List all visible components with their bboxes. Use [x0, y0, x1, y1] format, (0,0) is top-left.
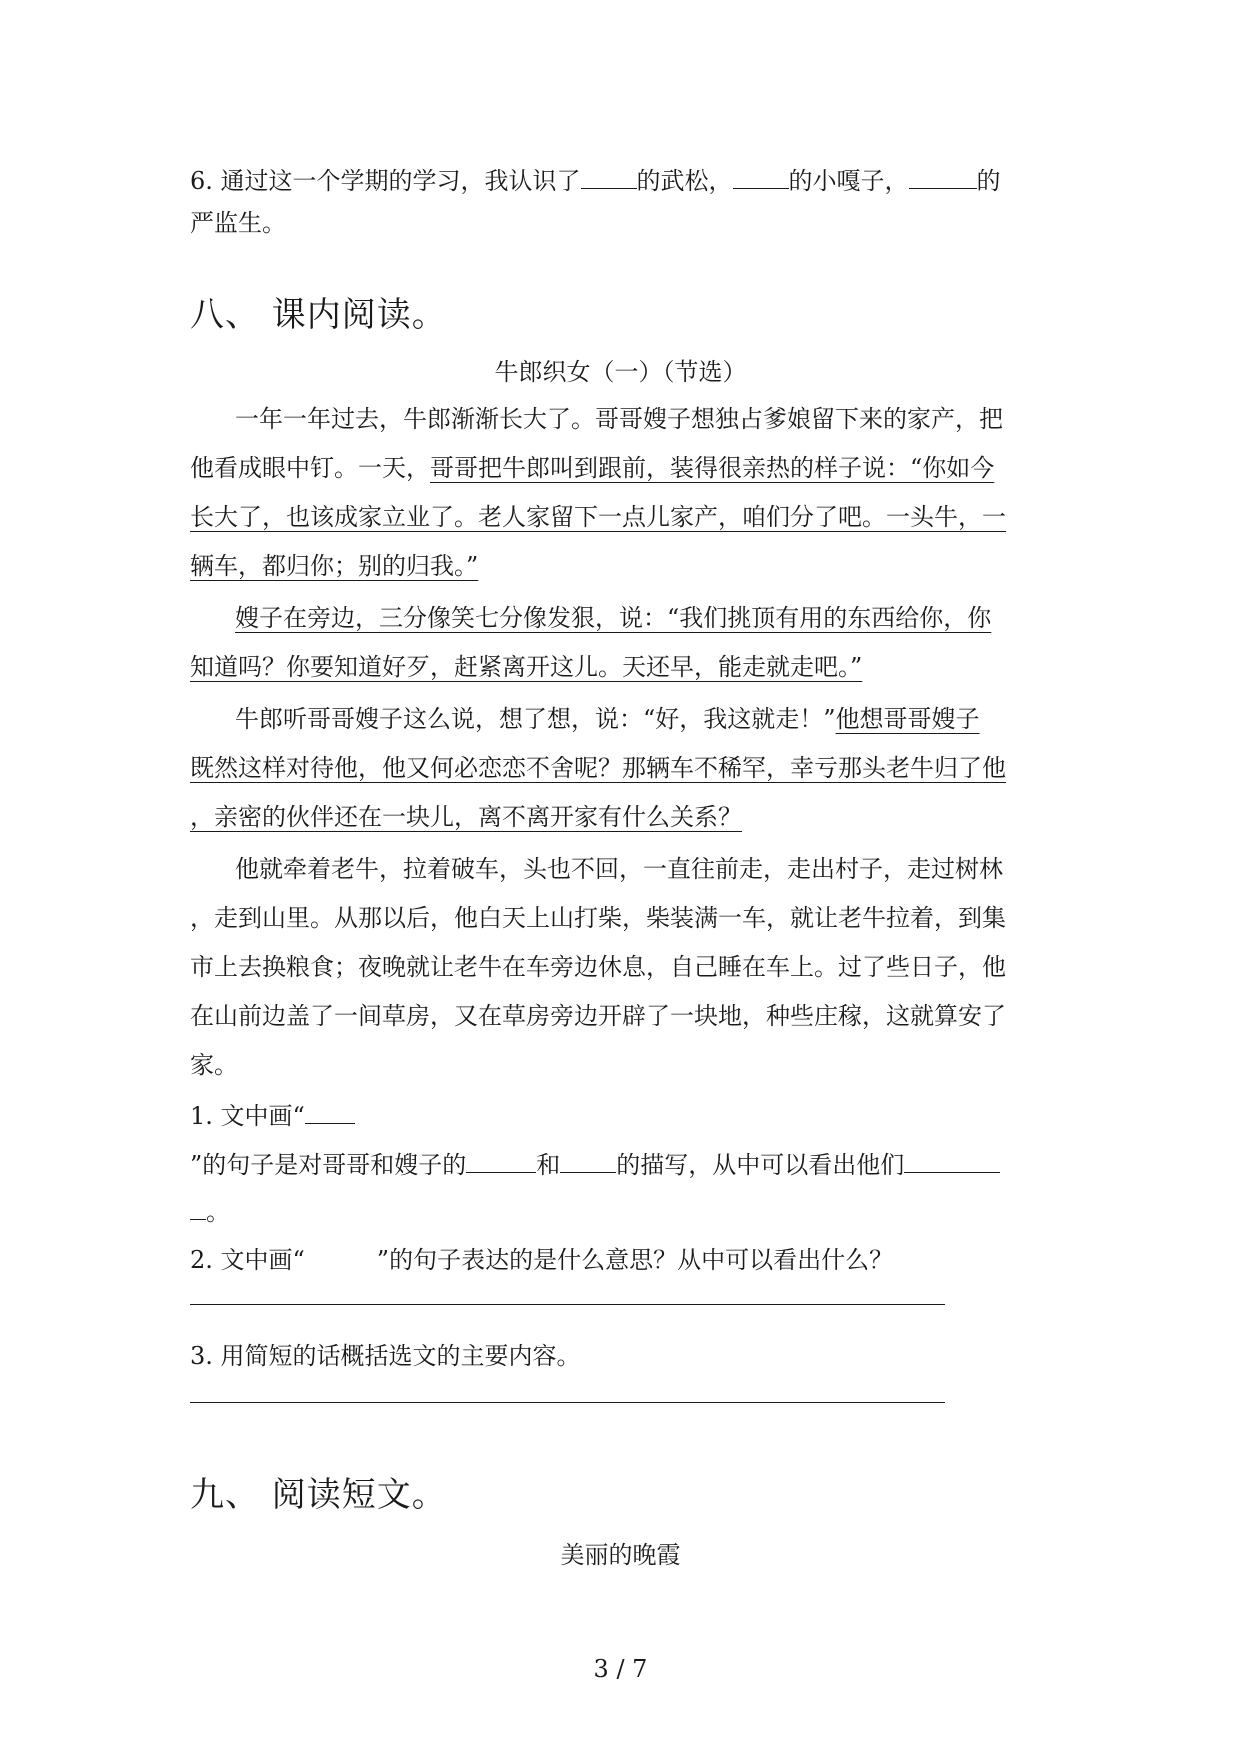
q6-blank-3[interactable]	[909, 162, 977, 189]
q2-answer-line[interactable]	[190, 1304, 945, 1305]
p1-line2-underlined: 哥哥把牛郎叫到跟前，装得很亲热的样子说：“你如今	[430, 454, 995, 482]
q6-line2: 严监生。	[190, 209, 286, 237]
q1-line3	[190, 1193, 230, 1227]
q2-line	[190, 1242, 893, 1275]
p1-line2-plain: 他看成眼中钉。一天，	[190, 454, 430, 482]
q6-blank-1[interactable]	[581, 162, 637, 189]
q2-text-b: ”的句子表达的是什么意思？从中可以看出什么？	[376, 1246, 894, 1274]
q1-text-d: 的描写，从中可以看出他们	[616, 1151, 905, 1179]
p4-line2: ，走到山里。从那以后，他白天上山打柴，柴装满一车，就让老牛拉着，到集	[190, 904, 1006, 932]
p1-line4: 辆车，都归你；别的归我。”	[190, 552, 479, 580]
page-number: 3 / 7	[593, 1655, 648, 1683]
p3-line1	[235, 704, 980, 734]
p4-line4: 在山前边盖了一间草房，又在草房旁边开辟了一块地，种些庄稼，这就算安了	[190, 1002, 1006, 1030]
q1-text-e: 。	[206, 1198, 230, 1226]
q1-blank-3-cont[interactable]	[190, 1193, 206, 1220]
p3-line3: ，亲密的伙伴还在一块儿，离不离开家有什么关系？	[190, 803, 742, 831]
p3-line1-plain: 牛郎听哥哥嫂子这么说，想了想，说：“好，我这就走！”	[235, 705, 836, 733]
q2-wavy-marker	[305, 1242, 377, 1268]
q3-line: 3. 用简短的话概括选文的主要内容。	[190, 1342, 581, 1370]
p4-line1: 他就牵着老牛，拉着破车，头也不回，一直往前走，走出村子，走过树林	[235, 855, 1003, 883]
p2-line1: 嫂子在旁边，三分像笑七分像发狠，说：“我们挑顶有用的东西给你，你	[235, 604, 992, 632]
q1-blank-1[interactable]	[466, 1146, 536, 1173]
q1-text-a: 1. 文中画“	[190, 1102, 305, 1130]
q6-text-d: 的	[976, 167, 1001, 195]
p1-line2	[190, 453, 994, 483]
q6-text-b: 的武松，	[636, 167, 733, 195]
p3-line1-underlined: 他想哥哥嫂子	[835, 705, 980, 733]
q1-line2	[190, 1146, 1000, 1180]
p1-line1: 一年一年过去，牛郎渐渐长大了。哥哥嫂子想独占爹娘留下来的家产，把	[235, 405, 1003, 433]
p4-line5: 家。	[190, 1051, 238, 1079]
section8-passage-title: 牛郎织女（一）（节选）	[494, 358, 747, 386]
q1-marker-blank	[305, 1097, 355, 1124]
q1-text-c: 和	[536, 1151, 561, 1179]
q6-line1	[190, 162, 1001, 196]
p1-line3: 长大了，也该成家立业了。老人家留下一点儿家产，咱们分了吧。一头牛，一	[190, 503, 1006, 531]
section9-heading: 九、 阅读短文。	[190, 1475, 447, 1515]
p3-line2: 既然这样对待他，他又何必恋恋不舍呢？那辆车不稀罕，幸亏那头老牛归了他	[190, 754, 1006, 782]
q1-text-b: ”的句子是对哥哥和嫂子的	[190, 1151, 467, 1179]
p2-line2: 知道吗？你要知道好歹，赶紧离开这儿。天还早，能走就走吧。”	[190, 653, 863, 681]
q6-text-c: 的小嘎子，	[788, 167, 909, 195]
p4-line3: 市上去换粮食；夜晚就让老牛在车旁边休息，自己睡在车上。过了些日子，他	[190, 953, 1006, 981]
q6-text-a: 6. 通过这一个学期的学习，我认识了	[190, 167, 581, 195]
q1-line1	[190, 1097, 355, 1131]
section8-heading: 八、 课内阅读。	[190, 295, 447, 335]
q6-blank-2[interactable]	[733, 162, 789, 189]
q2-text-a: 2. 文中画“	[190, 1246, 305, 1274]
q1-blank-3[interactable]	[904, 1146, 1000, 1173]
q1-blank-2[interactable]	[560, 1146, 616, 1173]
section9-passage-title: 美丽的晚霞	[560, 1541, 681, 1569]
q3-answer-line[interactable]	[190, 1402, 945, 1403]
